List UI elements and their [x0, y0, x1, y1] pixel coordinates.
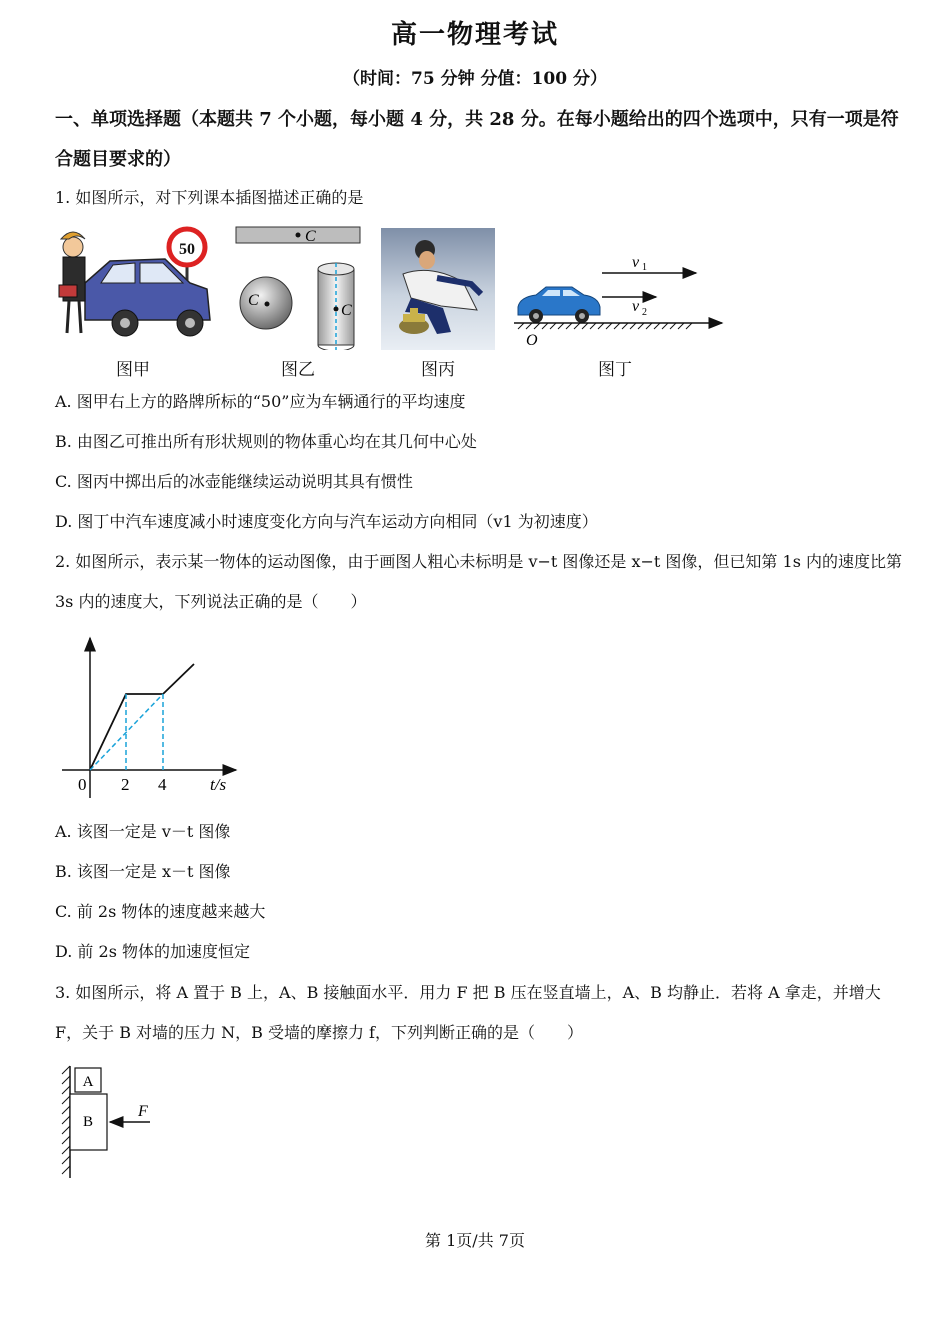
question-1-option-c: C. 图丙中掷出后的冰壶能继续运动说明其具有惯性 — [55, 472, 413, 491]
label-v1: v — [632, 254, 640, 271]
sign-number: 50 — [179, 241, 195, 258]
caption-ding: 图丁 — [598, 360, 632, 380]
graph-origin-label: 0 — [78, 775, 87, 794]
figure-yi-centroids — [230, 225, 365, 350]
figure-ding-velocity — [510, 245, 730, 350]
question-2-option-d: D. 前 2s 物体的加速度恒定 — [55, 942, 250, 961]
question-1-option-d: D. 图丁中汽车速度减小时速度变化方向与汽车运动方向相同（v1 为初速度） — [55, 512, 598, 531]
graph-tick-4: 4 — [158, 775, 167, 794]
force-f-label: F — [138, 1103, 148, 1120]
question-2-option-c: C. 前 2s 物体的速度越来越大 — [55, 902, 266, 921]
figure-bing-curling — [381, 228, 495, 350]
label-c-cylinder: C — [341, 302, 352, 319]
label-v1-sub: 1 — [642, 262, 647, 273]
label-origin-o: O — [526, 332, 538, 349]
question-1-stem: 1. 如图所示，对下列课本插图描述正确的是 — [55, 188, 364, 207]
question-3-wall-blocks-figure — [58, 1064, 168, 1182]
block-b-label: B — [82, 1114, 94, 1130]
graph-tick-2: 2 — [121, 775, 130, 794]
question-1-option-a: A. 图甲右上方的路牌所标的“50”应为车辆通行的平均速度 — [55, 392, 466, 411]
label-v2: v — [632, 298, 640, 315]
page-footer: 第 1页/共 7页 — [425, 1231, 525, 1250]
question-2-option-b: B. 该图一定是 x－t 图像 — [55, 862, 231, 881]
question-2-stem: 2. 如图所示，表示某一物体的运动图像，由于画图人粗心未标明是 v−t 图像还是 x−t 图像，但已知第 1s 内的速度比第 3s 内的速度大，下列说法正确的是（ ） — [55, 552, 902, 611]
label-c-bar: C — [305, 228, 316, 245]
question-2-motion-graph — [58, 630, 248, 800]
caption-jia: 图甲 — [116, 360, 150, 380]
figure-jia-car-sign — [55, 225, 215, 350]
graph-axis-label: t/s — [210, 775, 227, 794]
caption-bing: 图丙 — [421, 360, 455, 380]
question-1-option-b: B. 由图乙可推出所有形状规则的物体重心均在其几何中心处 — [55, 432, 477, 451]
page-title: 高一物理考试 — [390, 20, 559, 50]
block-a-label: A — [82, 1074, 94, 1090]
exam-info: （时间：75 分钟 分值：100 分） — [343, 69, 607, 89]
question-3-stem: 3. 如图所示，将 A 置于 B 上，A、B 接触面水平．用力 F 把 B 压在竖直墙上，A、B 均静止．若将 A 拿走，并增大 F，关于 B 对墙的压力 N，B 受墙的摩擦力 f，下列判断正确的是（ ） — [55, 983, 881, 1042]
question-2-option-a: A. 该图一定是 v－t 图像 — [55, 822, 231, 841]
label-v2-sub: 2 — [642, 307, 647, 318]
caption-yi: 图乙 — [281, 360, 315, 380]
label-c-sphere: C — [248, 292, 259, 309]
section-heading: 一、单项选择题（本题共 7 个小题，每小题 4 分，共 28 分。在每小题给出的四个选项中，只有一项是符合题目要求的） — [55, 109, 899, 170]
